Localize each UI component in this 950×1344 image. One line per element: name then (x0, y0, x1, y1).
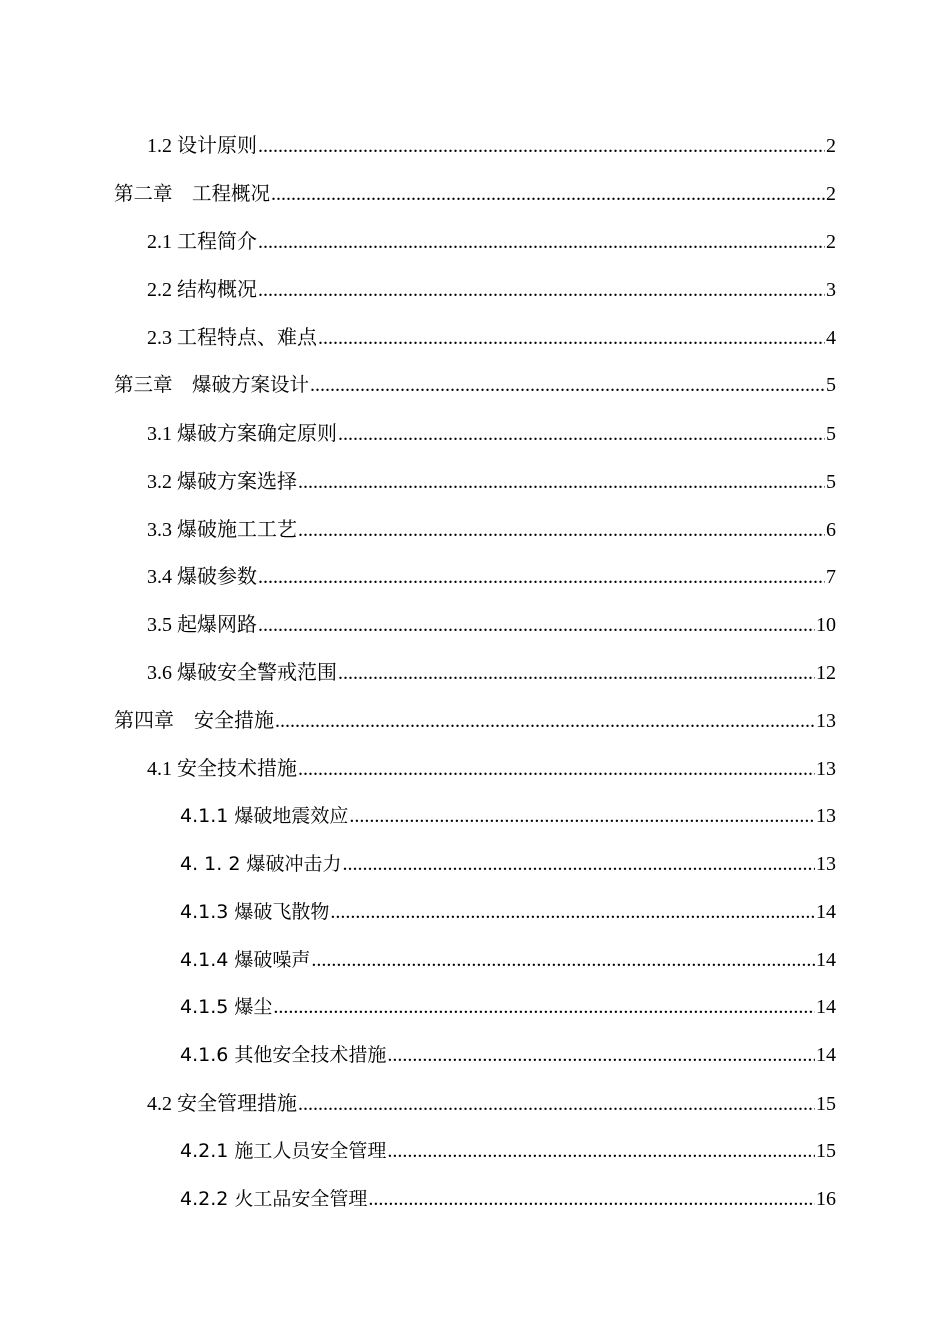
toc-chapter-entry[interactable] (0, 359, 950, 407)
toc-page-number: 7 (826, 566, 836, 589)
toc-entry-line (0, 1184, 950, 1211)
toc-entry-title: 4.1.1 爆破地震效应 (180, 804, 349, 827)
toc-entry-line (0, 321, 950, 350)
toc-subsection-entry[interactable] (0, 1126, 950, 1174)
toc-entry-title: 3.6 爆破安全警戒范围 (147, 662, 337, 685)
toc-page-number: 4 (826, 327, 836, 349)
dot-leader (338, 662, 815, 685)
toc-subsection-entry[interactable] (0, 790, 950, 838)
toc-entry-line (0, 225, 950, 254)
dot-leader (275, 710, 815, 733)
toc-entry-title: 3.5 起爆网路 (147, 614, 257, 637)
dot-leader (349, 805, 815, 828)
toc-page-number: 13 (816, 758, 836, 781)
toc-entry-line (0, 369, 950, 397)
toc-section-entry[interactable] (0, 551, 950, 599)
dot-leader (258, 231, 825, 254)
dot-leader (310, 374, 825, 397)
dot-leader (298, 471, 825, 494)
toc-entry-line (0, 945, 950, 972)
toc-entry-title: 3.4 爆破参数 (147, 566, 257, 589)
toc-section-entry[interactable] (0, 216, 950, 264)
toc-page-number: 16 (816, 1188, 836, 1211)
toc-subsection-entry[interactable] (0, 1174, 950, 1222)
toc-entry-title: 3.2 爆破方案选择 (147, 470, 297, 493)
dot-leader (298, 758, 815, 781)
toc-entry-title: 4.2.2 火工品安全管理 (180, 1188, 368, 1211)
toc-page-number: 14 (816, 996, 836, 1019)
toc-page-number: 13 (816, 852, 836, 875)
table-of-contents (0, 120, 950, 1221)
toc-page-number: 2 (826, 231, 836, 254)
toc-subsection-entry[interactable] (0, 1030, 950, 1078)
toc-entry-line (0, 513, 950, 542)
toc-entry-line (0, 656, 950, 685)
toc-page-number: 5 (826, 374, 836, 397)
toc-section-entry[interactable] (0, 503, 950, 551)
toc-entry-title: 4.1.6 其他安全技术措施 (180, 1044, 387, 1067)
toc-page-number: 5 (826, 422, 836, 445)
dot-leader (342, 853, 815, 876)
toc-entry-line (0, 465, 950, 494)
toc-entry-line (0, 1087, 950, 1116)
toc-page-number: 13 (816, 710, 836, 733)
toc-entry-title: 1.2 设计原则 (147, 135, 257, 158)
toc-entry-line (0, 273, 950, 302)
toc-page-number: 12 (816, 662, 836, 685)
dot-leader (330, 901, 815, 924)
toc-page-number: 2 (826, 182, 836, 205)
toc-chapter-entry[interactable] (0, 168, 950, 216)
dot-leader (271, 183, 825, 206)
toc-entry-title: 第四章 安全措施 (114, 710, 274, 733)
toc-entry-title: 2.1 工程简介 (147, 231, 257, 254)
toc-entry-line (0, 704, 950, 733)
toc-entry-title: 4.1 安全技术措施 (147, 758, 297, 781)
toc-section-entry[interactable] (0, 407, 950, 455)
toc-entry-line (0, 801, 950, 828)
dot-leader (258, 614, 815, 637)
dot-leader (258, 279, 825, 302)
toc-page-number: 14 (816, 1044, 836, 1067)
toc-entry-line (0, 608, 950, 637)
toc-entry-line (0, 1040, 950, 1067)
dot-leader (318, 327, 825, 350)
toc-page-number: 5 (826, 470, 836, 493)
toc-page-number: 6 (826, 518, 836, 541)
dot-leader (311, 949, 815, 972)
toc-section-entry[interactable] (0, 647, 950, 695)
toc-section-entry[interactable] (0, 264, 950, 312)
dot-leader (298, 519, 825, 542)
toc-entry-title: 第三章 爆破方案设计 (114, 373, 310, 397)
toc-page-number: 14 (816, 900, 836, 923)
toc-entry-line (0, 849, 950, 876)
dot-leader (338, 423, 825, 446)
dot-leader (387, 1044, 815, 1067)
dot-leader (387, 1140, 815, 1163)
toc-entry-title: 4.1.5 爆尘 (180, 996, 273, 1019)
dot-leader (368, 1188, 815, 1211)
toc-page-number: 14 (816, 948, 836, 971)
toc-page-number: 10 (816, 614, 836, 637)
toc-entry-title: 2.3 工程特点、难点 (147, 327, 317, 349)
toc-entry-title: 4.2.1 施工人员安全管理 (180, 1140, 387, 1163)
toc-entry-line (0, 417, 950, 446)
toc-subsection-entry[interactable] (0, 934, 950, 982)
toc-page-number: 13 (816, 804, 836, 827)
toc-entry-title: 4. 1. 2 爆破冲击力 (180, 852, 342, 875)
toc-entry-title: 3.1 爆破方案确定原则 (147, 422, 337, 445)
dot-leader (273, 996, 815, 1019)
toc-entry-line (0, 1136, 950, 1163)
toc-entry-title: 3.3 爆破施工工艺 (147, 518, 297, 541)
toc-entry-title: 2.2 结构概况 (147, 279, 257, 302)
toc-entry-line (0, 992, 950, 1019)
dot-leader (258, 135, 825, 158)
toc-entry-title: 4.1.3 爆破飞散物 (180, 900, 330, 923)
toc-entry-line (0, 560, 950, 589)
toc-chapter-entry[interactable] (0, 695, 950, 743)
toc-entry-line (0, 897, 950, 924)
toc-page-number: 15 (816, 1093, 836, 1116)
toc-section-entry[interactable] (0, 1078, 950, 1126)
toc-subsection-entry[interactable] (0, 886, 950, 934)
toc-section-entry[interactable] (0, 599, 950, 647)
toc-section-entry[interactable] (0, 120, 950, 168)
toc-subsection-entry[interactable] (0, 982, 950, 1030)
toc-entry-line (0, 752, 950, 781)
toc-page-number: 2 (826, 135, 836, 158)
toc-entry-title: 4.2 安全管理措施 (147, 1093, 297, 1116)
dot-leader (258, 566, 825, 589)
toc-entry-title: 第二章 工程概况 (114, 181, 271, 205)
dot-leader (298, 1093, 815, 1116)
toc-subsection-entry[interactable] (0, 838, 950, 886)
toc-section-entry[interactable] (0, 312, 950, 360)
toc-page-number: 3 (826, 279, 836, 302)
toc-entry-line (0, 178, 950, 206)
toc-entry-title: 4.1.4 爆破噪声 (180, 948, 311, 971)
toc-section-entry[interactable] (0, 743, 950, 791)
toc-entry-line (0, 129, 950, 158)
toc-section-entry[interactable] (0, 455, 950, 503)
toc-page-number: 15 (816, 1140, 836, 1163)
